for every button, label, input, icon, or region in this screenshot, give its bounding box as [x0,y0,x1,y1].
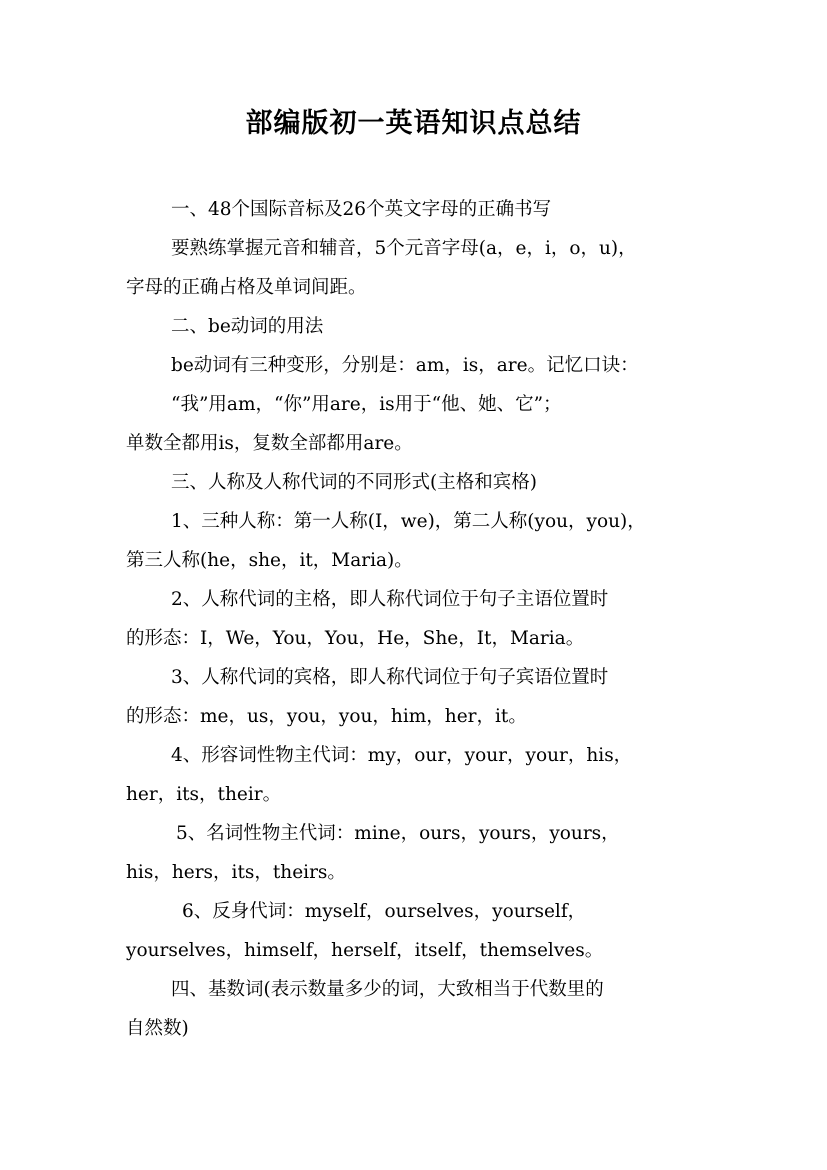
paragraph-line: 4、形容词性物主代词：my，our，your，your，his， [171,745,633,766]
paragraph-line: his，hers，its，theirs。 [126,862,346,883]
paragraph-line: 的形态：me，us，you，you，him，her，it。 [126,706,527,727]
paragraph-line: 1、三种人称：第一人称(I，we)，第二人称(you，you)， [171,511,646,532]
paragraph-line: 字母的正确占格及单词间距。 [126,277,367,298]
paragraph-line: “我”用am，“你”用are，is用于“他、她、它”； [171,394,562,415]
paragraph-line: 的形态：I，We，You，You，He，She，It，Maria。 [126,628,585,649]
paragraph-line: yourselves，himself，herself，itself，themselves。 [126,940,604,961]
heading-line-3: 三、人称及人称代词的不同形式(主格和宾格) [171,472,537,493]
paragraph-line: be动词有三种变形，分别是：am，is，are。记忆口诀： [171,355,639,376]
paragraph-line: 第三人称(he，she，it，Maria)。 [126,550,413,571]
paragraph-line: 5、名词性物主代词：mine，ours，yours，yours， [176,823,620,844]
heading-line-4: 四、基数词(表示数量多少的词，大致相当于代数里的 [171,979,604,1000]
heading-line-1: 一、48个国际音标及26个英文字母的正确书写 [171,199,552,220]
paragraph-line: 要熟练掌握元音和辅音，5个元音字母(a，e，i，o，u)， [171,238,637,259]
paragraph-line: 6、反身代词：myself，ourselves，yourself， [182,901,587,922]
heading-line-2: 二、be动词的用法 [171,316,324,337]
paragraph-line: her，its，their。 [126,784,282,805]
paragraph-line: 2、人称代词的主格，即人称代词位于句子主语位置时 [171,589,609,610]
paragraph-line: 3、人称代词的宾格，即人称代词位于句子宾语位置时 [171,667,609,688]
paragraph-line: 单数全都用is，复数全部都用are。 [126,433,413,454]
paragraph-line: 自然数) [126,1018,189,1039]
document-title: 部编版初一英语知识点总结 [245,108,582,139]
